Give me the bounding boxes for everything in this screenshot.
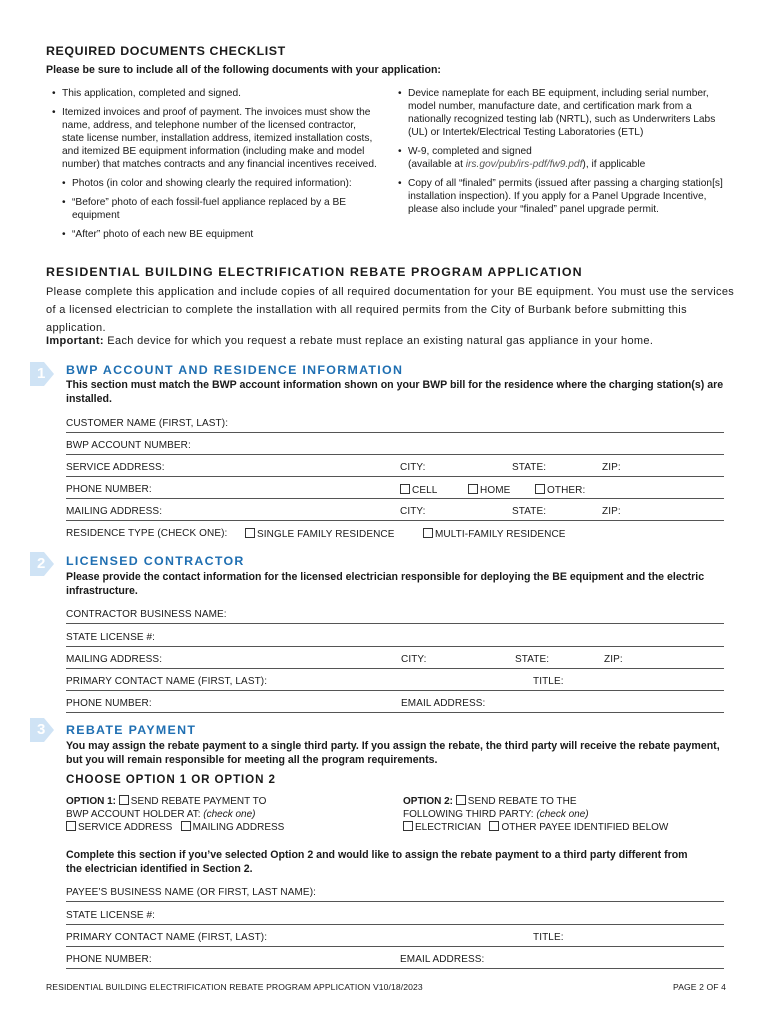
option-1-label: OPTION 1: <box>66 796 117 807</box>
home-label: HOME <box>480 485 511 496</box>
section-1-desc: This section must match the BWP account information shown on your BWP bill for the residence where the charging station(s) are installed. <box>66 379 724 405</box>
option-2-note: Complete this section if you’ve selected Option 2 and would like to assign the rebate payment to a third party different from the electrician identified in Section 2. <box>66 849 688 875</box>
option-2-block <box>403 795 733 834</box>
option-1-checkbox[interactable] <box>119 795 129 805</box>
footer-title: RESIDENTIAL BUILDING ELECTRIFICATION REBATE PROGRAM APPLICATION V10/18/2023 <box>46 982 423 992</box>
phone-field[interactable] <box>66 498 724 499</box>
contractor-contact-label: PRIMARY CONTACT NAME (FIRST, LAST): <box>66 676 268 687</box>
section-2-number: 2 <box>37 555 46 572</box>
contractor-mailing-field[interactable] <box>66 668 724 669</box>
payee-contact-label: PRIMARY CONTACT NAME (FIRST, LAST): <box>66 932 268 943</box>
other-option <box>535 484 585 496</box>
option-2-checkbox[interactable] <box>456 795 466 805</box>
mailing-address-checkbox[interactable] <box>181 821 191 831</box>
single-family-label: SINGLE FAMILY RESIDENCE <box>257 529 395 540</box>
multi-family-label: MULTI-FAMILY RESIDENCE <box>435 529 566 540</box>
phone-label: PHONE NUMBER: <box>66 484 152 495</box>
option-2-line2: FOLLOWING THIRD PARTY: <box>403 809 537 820</box>
contractor-mailing-label: MAILING ADDRESS: <box>66 654 163 665</box>
payee-phone-label: PHONE NUMBER: <box>66 954 152 965</box>
service-address-option: SERVICE ADDRESS <box>78 822 173 833</box>
cell-label: CELL <box>412 485 438 496</box>
customer-name-label: CUSTOMER NAME (FIRST, LAST): <box>66 418 229 429</box>
other-label: OTHER: <box>547 485 586 496</box>
payee-name-label: PAYEE’S BUSINESS NAME (OR FIRST, LAST NAME): <box>66 887 317 898</box>
mailing-address-field[interactable] <box>66 520 724 521</box>
payee-title-label: TITLE: <box>533 932 564 943</box>
page-number: PAGE 2 OF 4 <box>673 982 726 992</box>
mailing-state-label: STATE: <box>512 506 547 517</box>
w9-pre: (available at <box>408 159 466 170</box>
service-city-label: CITY: <box>400 462 426 473</box>
w9-post: ), if applicable <box>582 159 646 170</box>
choose-option-heading: CHOOSE OPTION 1 OR OPTION 2 <box>66 773 276 786</box>
mailing-zip-label: ZIP: <box>602 506 621 517</box>
w9-link[interactable]: irs.gov/pub/irs-pdf/fw9.pdf <box>465 159 583 170</box>
home-checkbox[interactable] <box>468 484 478 494</box>
cell-checkbox[interactable] <box>400 484 410 494</box>
section-2-desc: Please provide the contact information for the licensed electrician responsible for deploying the BE equipment and the electric infrastructure. <box>66 571 705 597</box>
payee-license-label: STATE LICENSE #: <box>66 910 156 921</box>
service-zip-label: ZIP: <box>602 462 621 473</box>
mailing-address-label: MAILING ADDRESS: <box>66 506 163 517</box>
contractor-email-label: EMAIL ADDRESS: <box>401 698 486 709</box>
contractor-state-label: STATE: <box>515 654 550 665</box>
section-1-number: 1 <box>37 365 46 382</box>
checklist-subtitle: Please be sure to include all of the following documents with your application: <box>46 64 441 76</box>
option-2-check-one: (check one) <box>536 809 589 820</box>
section-3-title: REBATE PAYMENT <box>66 723 197 737</box>
option-2-label: OPTION 2: <box>403 796 454 807</box>
service-address-field[interactable] <box>66 476 724 477</box>
checklist-left <box>52 87 378 247</box>
service-address-checkbox[interactable] <box>66 821 76 831</box>
multi-family-checkbox[interactable] <box>423 528 433 538</box>
contractor-city-label: CITY: <box>401 654 427 665</box>
other-checkbox[interactable] <box>535 484 545 494</box>
home-option <box>468 484 510 496</box>
payee-email-label: EMAIL ADDRESS: <box>400 954 485 965</box>
mailing-city-label: CITY: <box>400 506 426 517</box>
payee-license-field[interactable] <box>66 924 724 925</box>
checklist-item: • Device nameplate for each BE equipment, including serial number, model number, manufacture date, and certification mark from a nationally recognized testing lab (NRTL), such as Underwriters Labs (UL) or Intertek/Electrical Testing Laboratories (ETL) <box>398 87 730 139</box>
contractor-title-label: TITLE: <box>533 676 564 687</box>
checklist-item: • Copy of all “finaled” permits (issued after passing a charging station[s] installation inspection). If you apply for a Panel Upgrade Incentive, please also include your “finaled” panel upgrade permit. <box>398 177 730 216</box>
account-number-label: BWP ACCOUNT NUMBER: <box>66 440 191 451</box>
checklist-item: • “After” photo of each new BE equipment <box>62 228 378 241</box>
important-text: Each device for which you request a rebate must replace an existing natural gas appliance in your home. <box>103 335 654 347</box>
multi-family-option <box>423 528 566 540</box>
contractor-zip-label: ZIP: <box>604 654 623 665</box>
checklist-right <box>398 87 730 222</box>
section-3-number: 3 <box>37 721 46 738</box>
important-label: Important: <box>46 335 104 347</box>
checklist-item: • “Before” photo of each fossil-fuel appliance replaced by a BE equipment <box>62 196 378 222</box>
checklist-item <box>398 145 730 171</box>
contractor-name-label: CONTRACTOR BUSINESS NAME: <box>66 609 227 620</box>
other-payee-option: OTHER PAYEE IDENTIFIED BELOW <box>501 822 669 833</box>
section-3-desc: You may assign the rebate payment to a single third party. If you assign the rebate, the third party will receive the rebate payment, but you will remain responsible for meeting all the program requirements. <box>66 740 720 766</box>
payee-name-field[interactable] <box>66 901 724 902</box>
electrician-checkbox[interactable] <box>403 821 413 831</box>
w9-line: W-9, completed and signed <box>408 146 532 157</box>
contractor-license-field[interactable] <box>66 646 724 647</box>
single-family-option <box>245 528 395 540</box>
service-state-label: STATE: <box>512 462 547 473</box>
contractor-phone-field[interactable] <box>66 712 724 713</box>
mailing-address-option: MAILING ADDRESS <box>192 822 285 833</box>
checklist-title: REQUIRED DOCUMENTS CHECKLIST <box>46 44 286 58</box>
option-1-check-one: (check one) <box>203 809 256 820</box>
checklist-item: • Photos (in color and showing clearly the required information): <box>62 177 378 190</box>
application-intro: Please complete this application and include copies of all required documentation for your BE equipment. You must use the services of a licensed electrician to complete the installation with all required permits from the City of Burbank before submitting this application. <box>46 286 735 334</box>
important-note <box>46 332 736 350</box>
payee-phone-field[interactable] <box>66 968 724 969</box>
service-address-label: SERVICE ADDRESS: <box>66 462 165 473</box>
checklist-item: • This application, completed and signed. <box>52 87 378 100</box>
residence-type-label: RESIDENCE TYPE (CHECK ONE): <box>66 528 228 539</box>
checklist-item: • Itemized invoices and proof of payment. The invoices must show the name, address, and telephone number of the licensed contractor, state license number, installation address, itemized installation costs, and itemized BE equipment information (including make and model number) that matches contracts and any financial incentives received. <box>52 106 378 171</box>
contractor-phone-label: PHONE NUMBER: <box>66 698 152 709</box>
account-number-field[interactable] <box>66 454 724 455</box>
other-payee-checkbox[interactable] <box>489 821 499 831</box>
single-family-checkbox[interactable] <box>245 528 255 538</box>
option-1-line2: BWP ACCOUNT HOLDER AT: <box>66 809 204 820</box>
cell-option <box>400 484 437 496</box>
contractor-license-label: STATE LICENSE #: <box>66 632 156 643</box>
option-1-text: SEND REBATE PAYMENT TO <box>130 796 267 807</box>
payee-contact-field[interactable] <box>66 946 724 947</box>
section-2-title: LICENSED CONTRACTOR <box>66 554 245 568</box>
contractor-contact-field[interactable] <box>66 690 724 691</box>
electrician-option: ELECTRICIAN <box>415 822 482 833</box>
option-2-text: SEND REBATE TO THE <box>467 796 577 807</box>
section-1-title: BWP ACCOUNT AND RESIDENCE INFORMATION <box>66 363 404 377</box>
customer-name-field[interactable] <box>66 432 724 433</box>
application-title: RESIDENTIAL BUILDING ELECTRIFICATION REBATE PROGRAM APPLICATION <box>46 265 583 279</box>
option-1-block <box>66 795 386 834</box>
contractor-name-field[interactable] <box>66 623 724 624</box>
